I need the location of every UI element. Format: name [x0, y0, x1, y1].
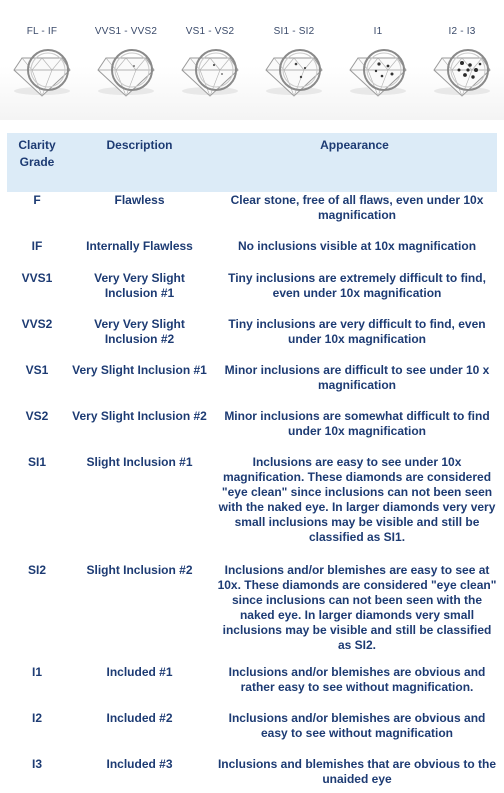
- row-grade: I1: [31, 665, 42, 679]
- clarity-scale-label: I1: [373, 26, 383, 37]
- diamond-loupe-icon: [426, 44, 498, 100]
- row-appearance: No inclusions visible at 10x magnification: [237, 239, 477, 253]
- clarity-scale-item: [168, 0, 252, 120]
- row-appearance: Inclusions are easy to see under 10x magnification. These diamonds are considered "eye clean" since inclusions can not been seen with the naked eye. In larger diamonds very very small inclusions may be visible and still be classified as SI1.: [218, 455, 496, 544]
- row-appearance: Clear stone, free of all flaws, even under 10x magnification: [230, 193, 484, 222]
- row-grade: VS1: [25, 363, 49, 377]
- diamond-loupe-icon: [6, 44, 78, 100]
- row-grade: VS2: [25, 409, 49, 423]
- row-grade: SI1: [27, 455, 46, 469]
- diamond-loupe-icon: [90, 44, 162, 100]
- row-description: Internally Flawless: [86, 239, 193, 253]
- clarity-scale-label: VVS1 - VVS2: [94, 26, 158, 37]
- table-row: [7, 193, 497, 239]
- row-description: Flawless: [114, 193, 165, 207]
- row-description: Included #2: [106, 711, 173, 725]
- diamond-loupe-icon: [258, 44, 330, 100]
- row-appearance: Inclusions and/or blemishes are obvious and rather easy to see without magnification.: [228, 665, 486, 694]
- diamond-loupe-icon: [342, 44, 414, 100]
- clarity-scale-label: SI1 - SI2: [273, 26, 315, 37]
- row-description: Included #3: [106, 757, 173, 771]
- row-grade: I3: [31, 757, 42, 771]
- clarity-scale-item: [252, 0, 336, 120]
- row-description: Very Very Slight Inclusion #2: [94, 317, 185, 346]
- row-description: Very Slight Inclusion #2: [72, 409, 207, 423]
- table-row: [7, 665, 497, 711]
- table-row: [7, 757, 497, 793]
- table-header: [7, 133, 497, 192]
- table-row: [7, 239, 497, 271]
- row-grade: F: [33, 193, 41, 207]
- clarity-scale-item: [0, 0, 84, 120]
- clarity-scale-item: [84, 0, 168, 120]
- row-appearance: Inclusions and/or blemishes are easy to see at 10x. These diamonds are considered "eye clean" since inclusions can not been seen with the naked eye. In larger diamonds very small inclusions may be visible and still be classified as SI2.: [217, 563, 497, 652]
- row-grade: SI2: [27, 563, 46, 577]
- clarity-scale-label: FL - IF: [26, 26, 58, 37]
- row-description: Included #1: [106, 665, 173, 679]
- row-grade: IF: [31, 239, 43, 253]
- clarity-scale-strip: [0, 0, 504, 120]
- clarity-scale-label: I2 - I3: [448, 26, 476, 37]
- row-description: Slight Inclusion #1: [86, 455, 193, 469]
- table-row: [7, 563, 497, 665]
- row-description: Very Very Slight Inclusion #1: [94, 271, 185, 300]
- clarity-scale-label: VS1 - VS2: [185, 26, 235, 37]
- header-clarity-grade: Clarity Grade: [18, 138, 56, 169]
- table-row: [7, 363, 497, 409]
- row-description: Very Slight Inclusion #1: [72, 363, 207, 377]
- row-appearance: Minor inclusions are somewhat difficult to find under 10x magnification: [224, 409, 490, 438]
- row-appearance: Minor inclusions are difficult to see under 10 x magnification: [224, 363, 490, 392]
- table-row: [7, 271, 497, 317]
- header-description: Description: [106, 138, 173, 152]
- table-row: [7, 317, 497, 363]
- row-appearance: Tiny inclusions are very difficult to find, even under 10x magnification: [228, 317, 486, 346]
- row-grade: I2: [31, 711, 42, 725]
- row-appearance: Inclusions and/or blemishes are obvious and easy to see without magnification: [228, 711, 486, 740]
- row-appearance: Tiny inclusions are extremely difficult to find, even under 10x magnification: [228, 271, 486, 300]
- row-grade: VVS2: [21, 317, 53, 331]
- table-row: [7, 409, 497, 455]
- header-appearance: Appearance: [320, 138, 389, 152]
- row-description: Slight Inclusion #2: [86, 563, 193, 577]
- clarity-grade-table: [7, 133, 497, 793]
- diamond-loupe-icon: [174, 44, 246, 100]
- clarity-scale-item: [336, 0, 420, 120]
- table-row: [7, 455, 497, 563]
- table-row: [7, 711, 497, 757]
- clarity-scale-item: [420, 0, 504, 120]
- row-grade: VVS1: [21, 271, 53, 285]
- row-appearance: Inclusions and blemishes that are obvious to the unaided eye: [217, 757, 497, 786]
